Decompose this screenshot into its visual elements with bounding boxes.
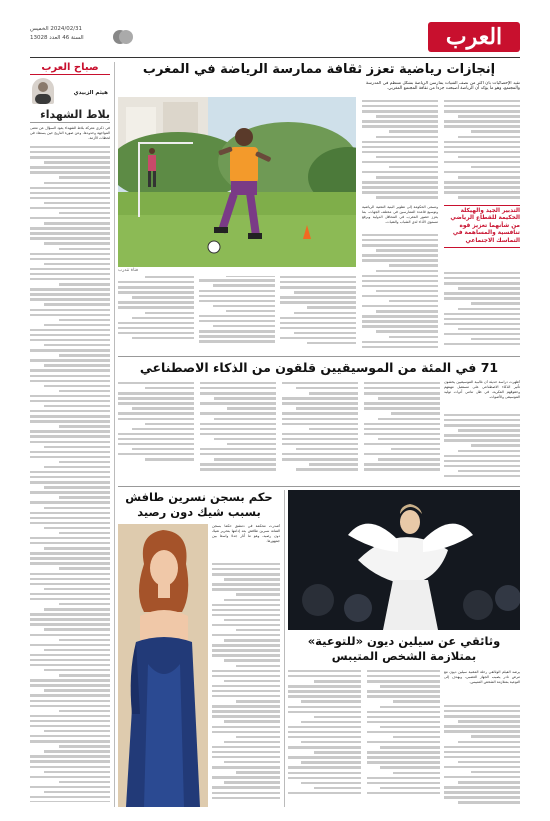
opinion-lead: في ذكرى معركة بلاط الشهداء يعود السؤال عن معنى المواجهة وحدودها، وعن صورة التاريخ حين يستعاد في لحظات الأزمة. xyxy=(30,126,110,141)
article3-body: أصدرت محكمة في دمشق حكما بسجن الفنانة نسرين طافش بعد إدانتها بتحرير شيك دون رصيد، وهو ما أثار جدلا واسعا بين جمهورها. xyxy=(212,524,280,544)
article4-photo xyxy=(288,490,520,630)
article3-divider xyxy=(284,490,285,807)
opinion-headline: بلاط الشهداء xyxy=(30,108,110,123)
opinion-section-title: صباح العرب xyxy=(30,62,110,75)
column-divider xyxy=(114,62,115,807)
article1-body: وتسعى الحكومة إلى تطوير البنية التحتية الرياضية وتوسيع قاعدة الممارسين في مختلف الجهات، بما يعزز حضور المغرب في المحافل الدولية ويرفع مستوى الأداء لدى الشباب والفتيات. xyxy=(362,205,438,225)
article2-headline: 71 في المئة من الموسيقيين قلقون من الذكاء الاصطناعي xyxy=(139,360,499,375)
article4-body: يرصد الفيلم الوثائقي رحلة المغنية سيلين ديون مع مرض نادر يصيب الجهاز العصبي، ويهدف إلى التوعية بمتلازمة الشخص المتيبس. xyxy=(444,670,520,685)
article1-body-text-a xyxy=(444,100,520,202)
article3-body-text xyxy=(212,563,280,807)
masthead xyxy=(30,20,520,58)
article1-photo xyxy=(118,97,356,267)
opinion-body-text xyxy=(30,146,110,802)
article4-body-text-b xyxy=(444,705,520,807)
article1-headline: إنجازات رياضية تعزز ثقافة ممارسة الرياضة في المغرب xyxy=(142,62,496,77)
article2-body-text xyxy=(118,382,440,482)
article1-pullquote: التدبير الجيد والهيكلة الحكيمة للقطاع الرياضي من شأنهما تعزيز قوة تنافسية والمساهمة في التماسك الاجتماعي xyxy=(444,205,520,248)
article1-body-text-d xyxy=(444,272,520,352)
issue-date: 2024/02/31 الخميس xyxy=(30,26,83,32)
issue-number: السنة 46 العدد 13028 xyxy=(30,35,84,41)
article1-body-text-b xyxy=(362,100,438,202)
article1-body-text-e xyxy=(118,276,356,352)
article1-body-text-c xyxy=(362,234,438,352)
masthead-emblem-icon xyxy=(112,26,134,48)
newspaper-logo: العرب xyxy=(428,22,520,52)
article3-headline: حكم بسجن نسرين طافش بسبب شيك دون رصيد xyxy=(125,490,273,519)
article1-intro: تقيد الإحصائيات بأن أكثر من نصف الفتيات يمارسن الرياضة بشكل منتظم في المدرسة والمجتمع، وهو ما يؤكد أن الرياضة أصبحت جزءا من ثقافة المجتمع المغربي. xyxy=(366,81,520,92)
article4-headline: وثائقي عن سيلين ديون «للتوعية» بمتلازمة الشخص المتيبس xyxy=(307,634,501,663)
article1-photo-caption: فتاة تتدرب xyxy=(118,268,139,273)
article4-body-text xyxy=(288,670,440,807)
article2-body-text-b xyxy=(444,414,520,482)
author-name: هيثم الزبيدي xyxy=(73,90,108,96)
author-avatar xyxy=(32,78,54,104)
opinion-column xyxy=(30,62,110,807)
article3-photo xyxy=(118,524,208,807)
masthead-divider xyxy=(30,57,520,58)
article2-body: أظهرت دراسة حديثة أن غالبية الموسيقيين يخشون تأثير الذكاء الاصطناعي على مستقبل مهنتهم وحقوقهم الفكرية، في ظل تنامي أدوات توليد الموسيقى والأصوات. xyxy=(444,380,520,400)
article2-divider xyxy=(118,486,520,487)
article1-divider xyxy=(118,356,520,357)
